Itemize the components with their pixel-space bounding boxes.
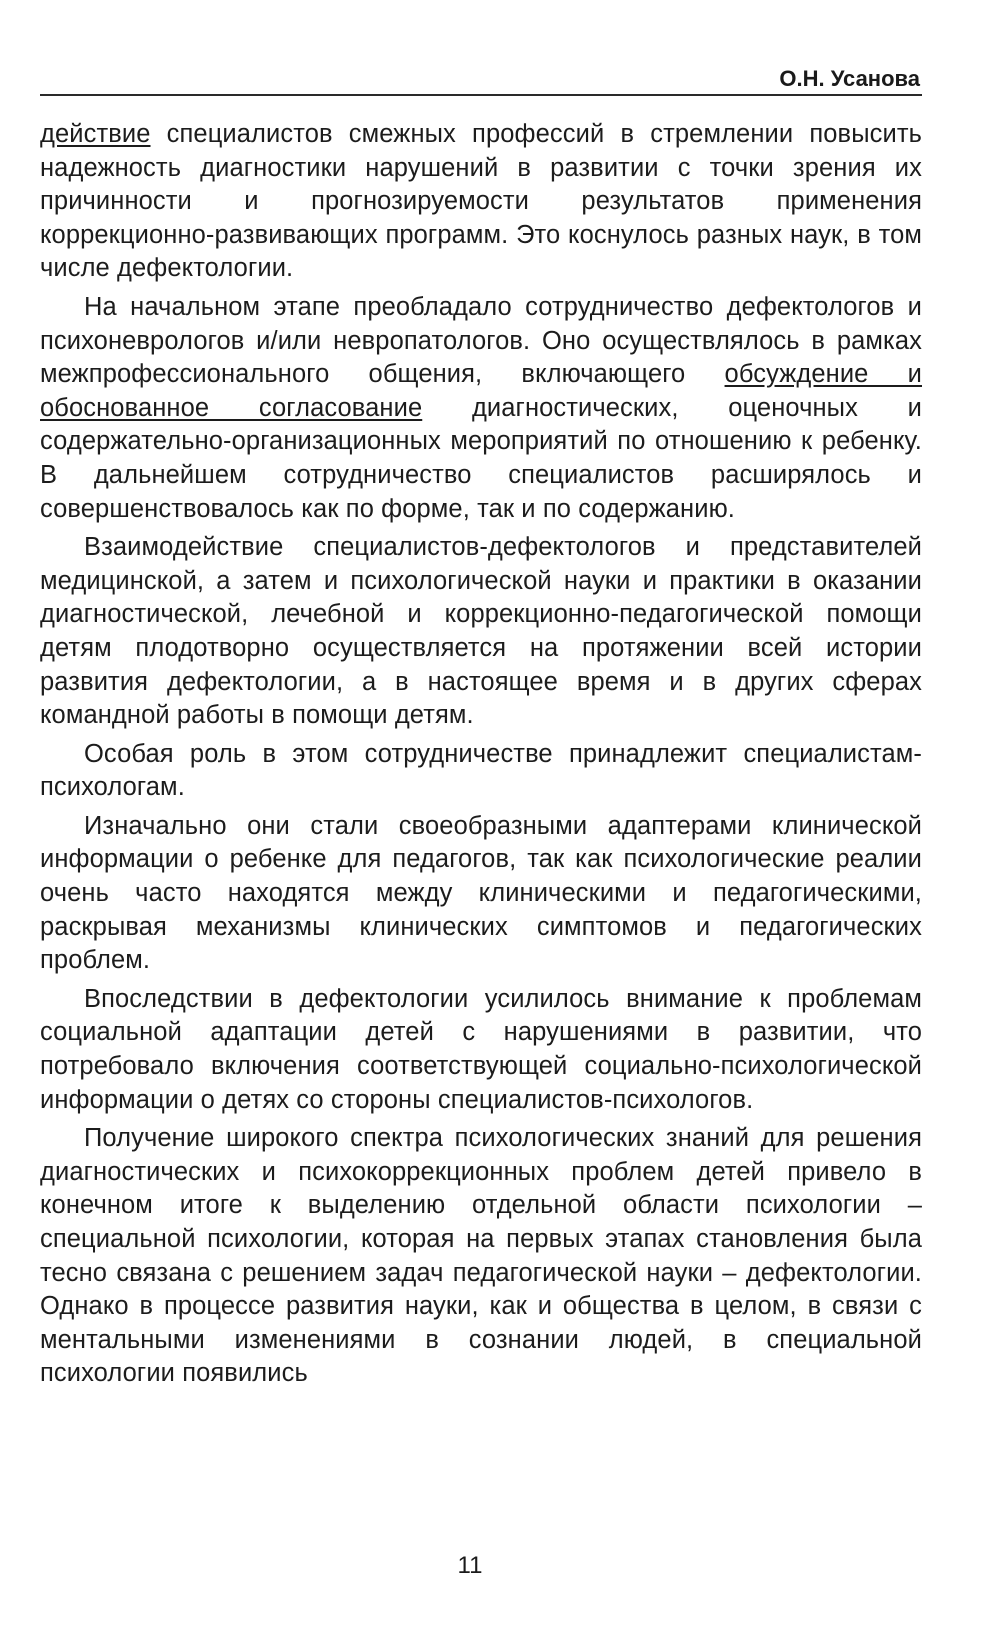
paragraph-3 [40,531,922,733]
running-header [40,64,922,96]
paragraph-text: Впоследствии в дефектологии усилилось внимание к проблемам социальной адаптации детей с нарушениями в развитии, что потребовало включения соответствующей социально-психологической информации о детях со стороны специалистов-психологов. [40,984,922,1114]
paragraph-text: специалистов смежных профессий в стремлении повысить надежность диагностики нарушений в развитии с точки зрения их причинности и прогнозируемости результатов применения коррекционно-развивающих программ. Это коснулось разных наук, в том числе дефектологии. [40,120,922,283]
underlined-phrase: обсуждение и обоснованное согласование [40,360,922,422]
paragraph-4 [40,738,922,805]
paragraph-text: Получение широкого спектра психологических знаний для решения диагностических и психокоррекционных проблем детей привело в конечном итоге к выделению отдельной области психологии – специальной психологии, которая на первых этапах становления была тесно связана с решением задач педагогической науки – дефектологии. Однако в процессе развития науки, как и общества в целом, в связи с ментальными изменениями в сознании людей, в специальной психологии появились [40,1124,922,1388]
paragraph-1 [40,118,922,286]
page-number: 11 [457,1552,483,1579]
paragraph-6 [40,983,922,1117]
paragraph-text: Особая роль в этом сотрудничестве принадлежит специалистам- психологам. [40,739,922,802]
paragraph-text: На начальном этапе преобладало сотрудничество дефектологов и психоневрологов и/или невропатологов. Оно осуществлялось в рамках межпрофессионального общения, включающего [40,292,922,389]
paragraph-2 [40,291,922,526]
paragraph-text: Изначально они стали своеобразными адаптерами клинической информации о ребенке для педагогов, так как психологические реалии очень часто находятся между клиническими и педагогическими, раскрывая механизмы клинических симптомов и педагогических проблем. [40,811,922,975]
underlined-phrase: действие [40,120,151,148]
paragraph-7 [40,1122,922,1391]
paragraph-text: Взаимодействие специалистов-дефектологов и представителей медицинской, а затем и психологической науки и практики в оказании диагностической, лечебной и коррекционно-педагогической помощи детям плодотворно осуществляется на протяжении всей истории развития дефектологии, а в настоящее время и в других сферах командной работы в помощи детям. [40,533,922,730]
author-name: О.Н. Усанова [779,66,920,91]
paragraph-5 [40,810,922,978]
paragraph-text: диагностических, оценочных и содержательно-организационных мероприятий по отношению к ребенку. В дальнейшем сотрудничество специалистов расширялось и совершенствовалось как по форме, так и по содержанию. [40,393,922,523]
body-text [40,118,922,1396]
